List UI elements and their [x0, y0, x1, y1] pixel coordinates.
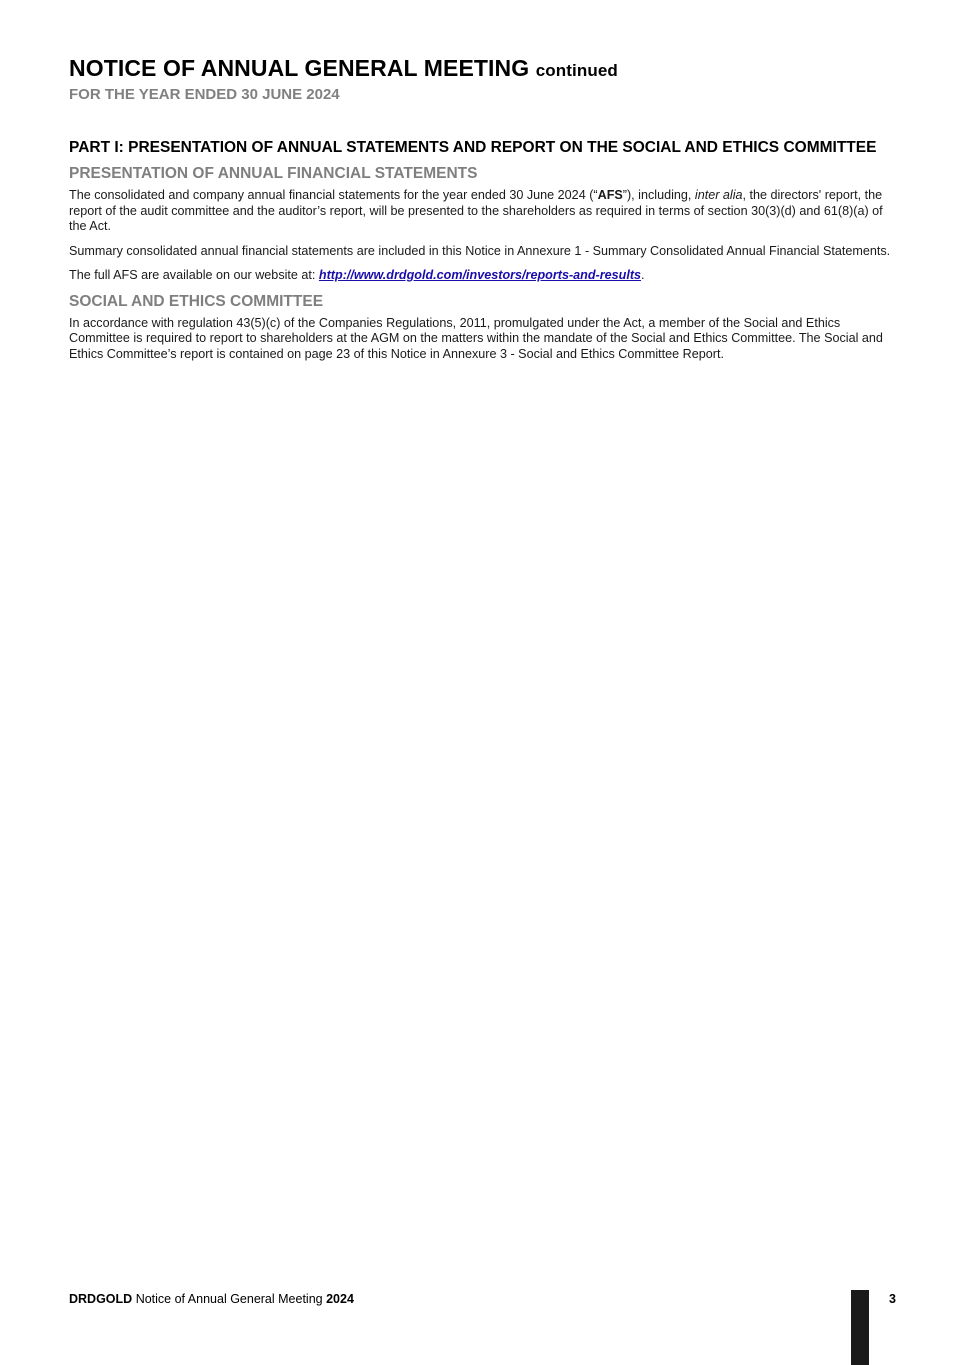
- afs-p1-text-b: ”), including,: [622, 188, 695, 202]
- afs-p3-text: The full AFS are available on our website at:: [69, 268, 319, 282]
- footer-year: 2024: [326, 1292, 354, 1306]
- afs-paragraph-3: [69, 268, 899, 284]
- afs-website-link[interactable]: http://www.drdgold.com/investors/reports-and-results: [318, 268, 642, 282]
- afs-abbreviation: AFS: [597, 188, 623, 202]
- afs-p1-text-c: , the directors' report, the report of the audit committee and the auditor’s report, will be presented to the shareholders as required in terms of section 30(3)(d) and 61(8)(a) of the Act.: [69, 188, 883, 233]
- afs-paragraph-2: Summary consolidated annual financial statements are included in this Notice in Annexure 1 - Summary Consolidated Annual Financial Statements.: [69, 243, 891, 258]
- page-subtitle: FOR THE YEAR ENDED 30 JUNE 2024: [69, 86, 340, 103]
- afs-p1-italic: inter alia: [694, 188, 743, 202]
- page-title-text: NOTICE OF ANNUAL GENERAL MEETING: [69, 55, 530, 81]
- document-page: [69, 54, 899, 362]
- sec-section-heading: SOCIAL AND ETHICS COMMITTEE: [69, 292, 324, 310]
- page-title: [69, 54, 899, 85]
- sec-paragraph-1: In accordance with regulation 43(5)(c) of the Companies Regulations, 2011, promulgated under the Act, a member of the Social and Ethics Committee is required to report to shareholders at the AGM on the matters within the mandate of the Social and Ethics Committee. The Social and Ethics Committee’s report is contained on page 23 of this Notice in Annexure 3 - Social and Ethics Committee Report.: [69, 315, 883, 361]
- page-number: 3: [889, 1292, 896, 1306]
- afs-p1-text-a: The consolidated and company annual financial statements for the year ended 30 June 2024 (“: [69, 188, 598, 202]
- footer: [69, 1292, 354, 1307]
- footer-company: DRDGOLD: [69, 1292, 133, 1306]
- afs-section-heading: PRESENTATION OF ANNUAL FINANCIAL STATEMENTS: [69, 165, 478, 182]
- afs-p3-period: .: [641, 268, 645, 282]
- page-marker-bar: [851, 1290, 869, 1365]
- page-title-suffix: continued: [535, 61, 618, 80]
- part-i-heading: PART I: PRESENTATION OF ANNUAL STATEMENTS AND REPORT ON THE SOCIAL AND ETHICS COMMITTEE: [69, 139, 877, 156]
- afs-paragraph-1: [69, 188, 899, 235]
- footer-document: Notice of Annual General Meeting: [135, 1292, 323, 1306]
